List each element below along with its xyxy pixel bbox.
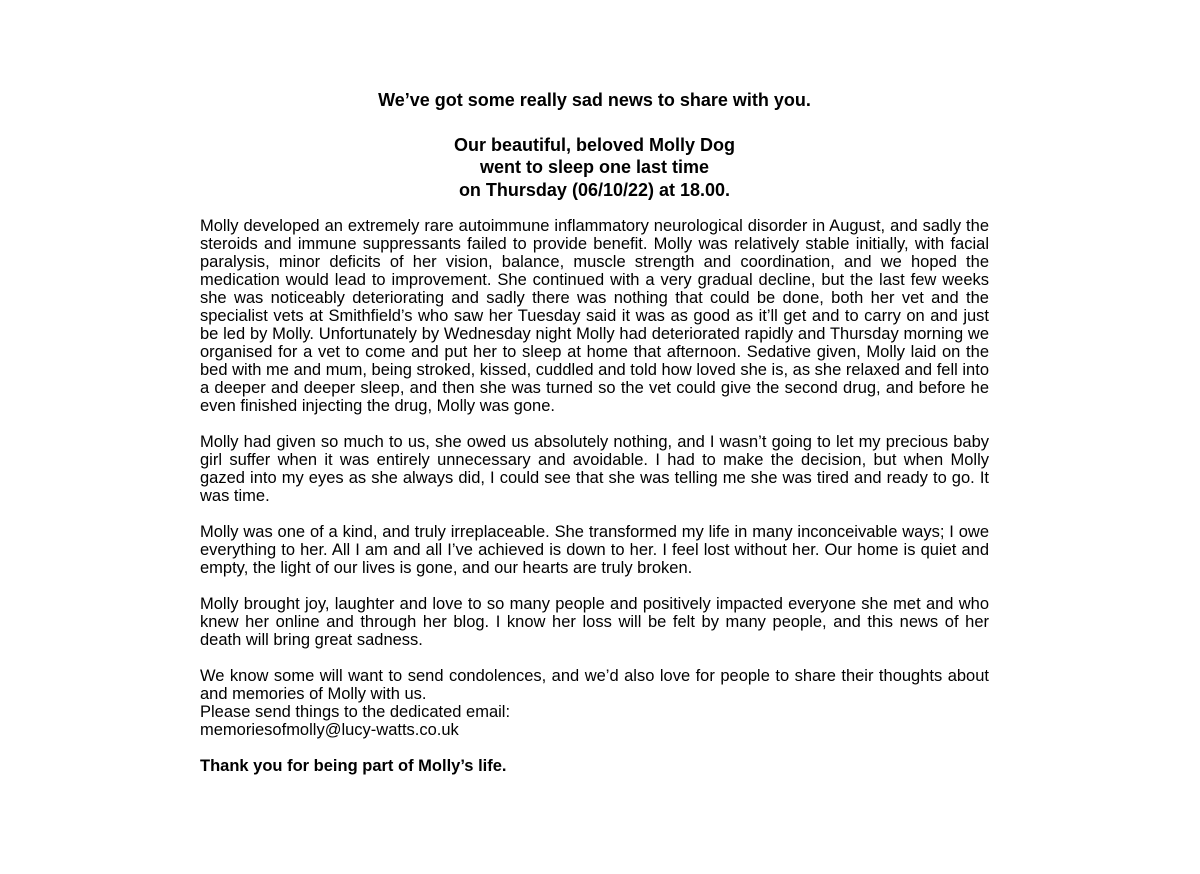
announcement-line-1: Our beautiful, beloved Molly Dog — [453, 134, 735, 155]
email-instruction: Please send things to the dedicated email: — [200, 703, 511, 721]
paragraph-decision: Molly had given so much to us, she owed us absolutely nothing, and I wasn’t going to let my precious baby girl suffer when it was entirely unnecessary and avoidable. I had to make the decision, but when Molly gazed into my eyes as she always did, I could see that she was telling me she was tired and ready to go. It was time. — [200, 433, 989, 505]
paragraph-joy: Molly brought joy, laughter and love to so many people and positively impacted everyone she met and who knew her online and through her blog. I know her loss will be felt by many people, and this news of her death will bring great sadness. — [200, 595, 989, 649]
announcement-line-3: on Thursday (06/10/22) at 18.00. — [458, 179, 731, 200]
paragraph-illness: Molly developed an extremely rare autoimmune inflammatory neurological disorder in August, and sadly the steroids and immune suppressants failed to provide benefit. Molly was relatively stable initially, with facial paralysis, minor deficits of her vision, balance, muscle strength and coordination, and we hoped the medication would lead to improvement. She continued with a very gradual decline, but the last few weeks she was noticeably deteriorating and sadly there was nothing that could be done, both her vet and the specialist vets at Smithfield’s who saw her Tuesday said it was as good as it’ll get and to carry on and just be led by Molly. Unfortunately by Wednesday night Molly had deteriorated rapidly and Thursday morning we organised for a vet to come and put her to sleep at home that afternoon. Sedative given, Molly laid on the bed with me and mum, being stroked, kissed, cuddled and told how loved she is, as she relaxed and fell into a deeper and deeper sleep, and then she was turned so the vet could give the second drug, and before he even finished injecting the drug, Molly was gone. — [200, 217, 989, 415]
headline: We’ve got some really sad news to share with you. — [378, 90, 811, 110]
paragraph-irreplaceable: Molly was one of a kind, and truly irreplaceable. She transformed my life in many inconceivable ways; I owe everything to her. All I am and all I’ve achieved is down to her. I feel lost without her. Our home is quiet and empty, the light of our lives is gone, and our hearts are truly broken. — [200, 523, 989, 577]
signoff: Thank you for being part of Molly’s life. — [200, 757, 507, 775]
email-address[interactable]: memoriesofmolly@lucy-watts.co.uk — [200, 721, 459, 739]
announcement-line-2: went to sleep one last time — [479, 157, 710, 177]
announcement — [200, 134, 989, 202]
paragraph-condolences: We know some will want to send condolences, and we’d also love for people to share their thoughts about and memories of Molly with us. — [200, 667, 989, 703]
memorial-notice — [200, 89, 989, 775]
